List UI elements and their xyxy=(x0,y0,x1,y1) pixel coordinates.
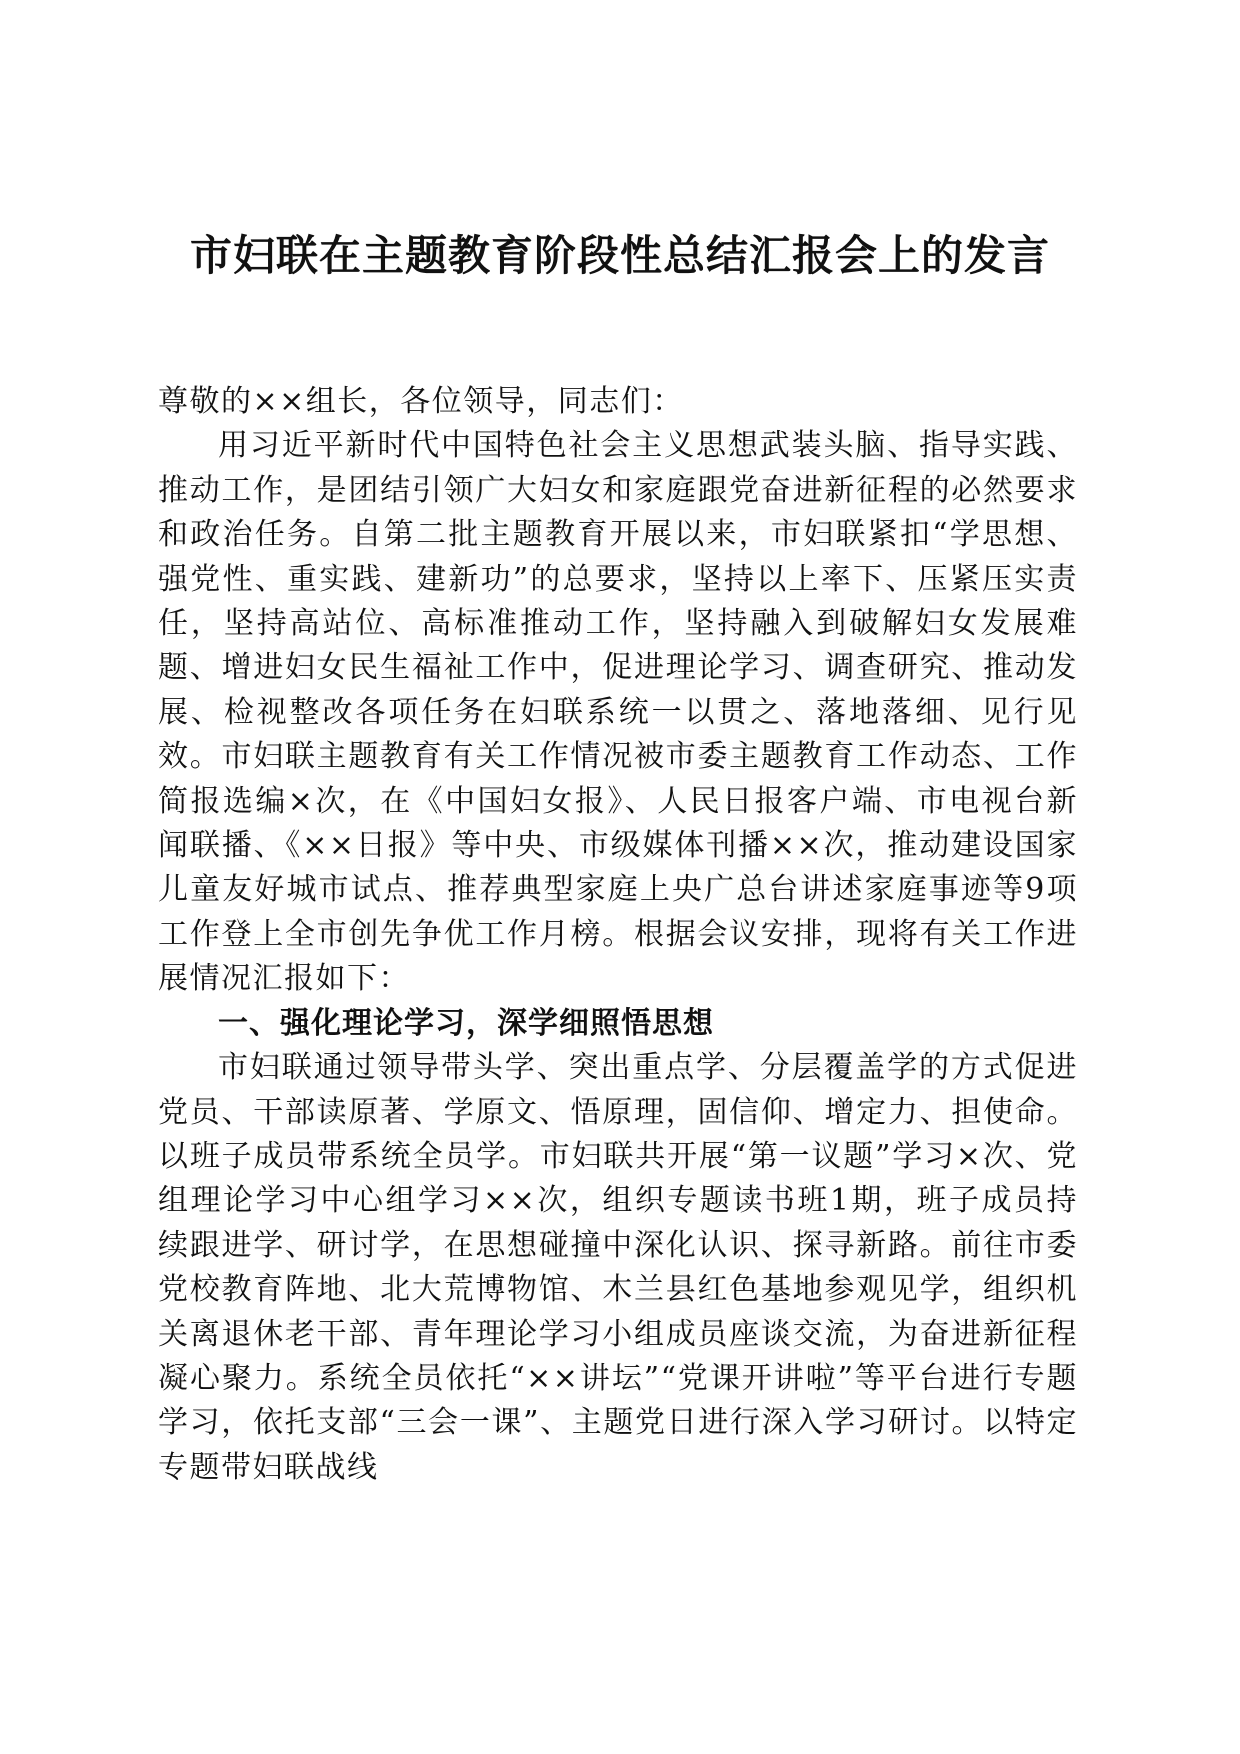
section-1-heading: 一、强化理论学习，深学细照悟思想 xyxy=(218,1005,714,1041)
intro-paragraph: 用习近平新时代中国特色社会主义思想武装头脑、指导实践、推动工作，是团结引领广大妇女和家庭跟党奋进新征程的必然要求和政治任务。自第二批主题教育开展以来，市妇联紧扣“学思想、强党性、重实践、建新功”的总要求，坚持以上率下、压紧压实责任，坚持高站位、高标准推动工作，坚持融入到破解妇女发展难题、增进妇女民生福祉工作中，促进理论学习、调查研究、推动发展、检视整改各项任务在妇联系统一以贯之、落地落细、见行见效。市妇联主题教育有关工作情况被市委主题教育工作动态、工作简报选编×次，在《中国妇女报》、人民日报客户端、市电视台新闻联播、《××日报》等中央、市级媒体刊播××次，推动建设国家儿童友好城市试点、推荐典型家庭上央广总台讲述家庭事迹等9项工作登上全市创先争优工作月榜。根据会议安排，现将有关工作进展情况汇报如下： xyxy=(158,428,1078,997)
document-title: 市妇联在主题教育阶段性总结汇报会上的发言 xyxy=(189,231,1050,280)
document-body xyxy=(158,380,1078,1490)
section-1-paragraph: 市妇联通过领导带头学、突出重点学、分层覆盖学的方式促进党员、干部读原著、学原文、悟原理，固信仰、增定力、担使命。以班子成员带系统全员学。市妇联共开展“第一议题”学习×次、党组理论学习中心组学习××次，组织专题读书班1期，班子成员持续跟进学、研讨学，在思想碰撞中深化认识、探寻新路。前往市委党校教育阵地、北大荒博物馆、木兰县红色基地参观见学，组织机关离退休老干部、青年理论学习小组成员座谈交流，为奋进新征程凝心聚力。系统全员依托“××讲坛”“党课开讲啦”等平台进行专题学习，依托支部“三会一课”、主题党日进行深入学习研讨。以特定专题带妇联战线 xyxy=(158,1050,1078,1485)
salutation: 尊敬的××组长，各位领导，同志们： xyxy=(158,384,684,419)
